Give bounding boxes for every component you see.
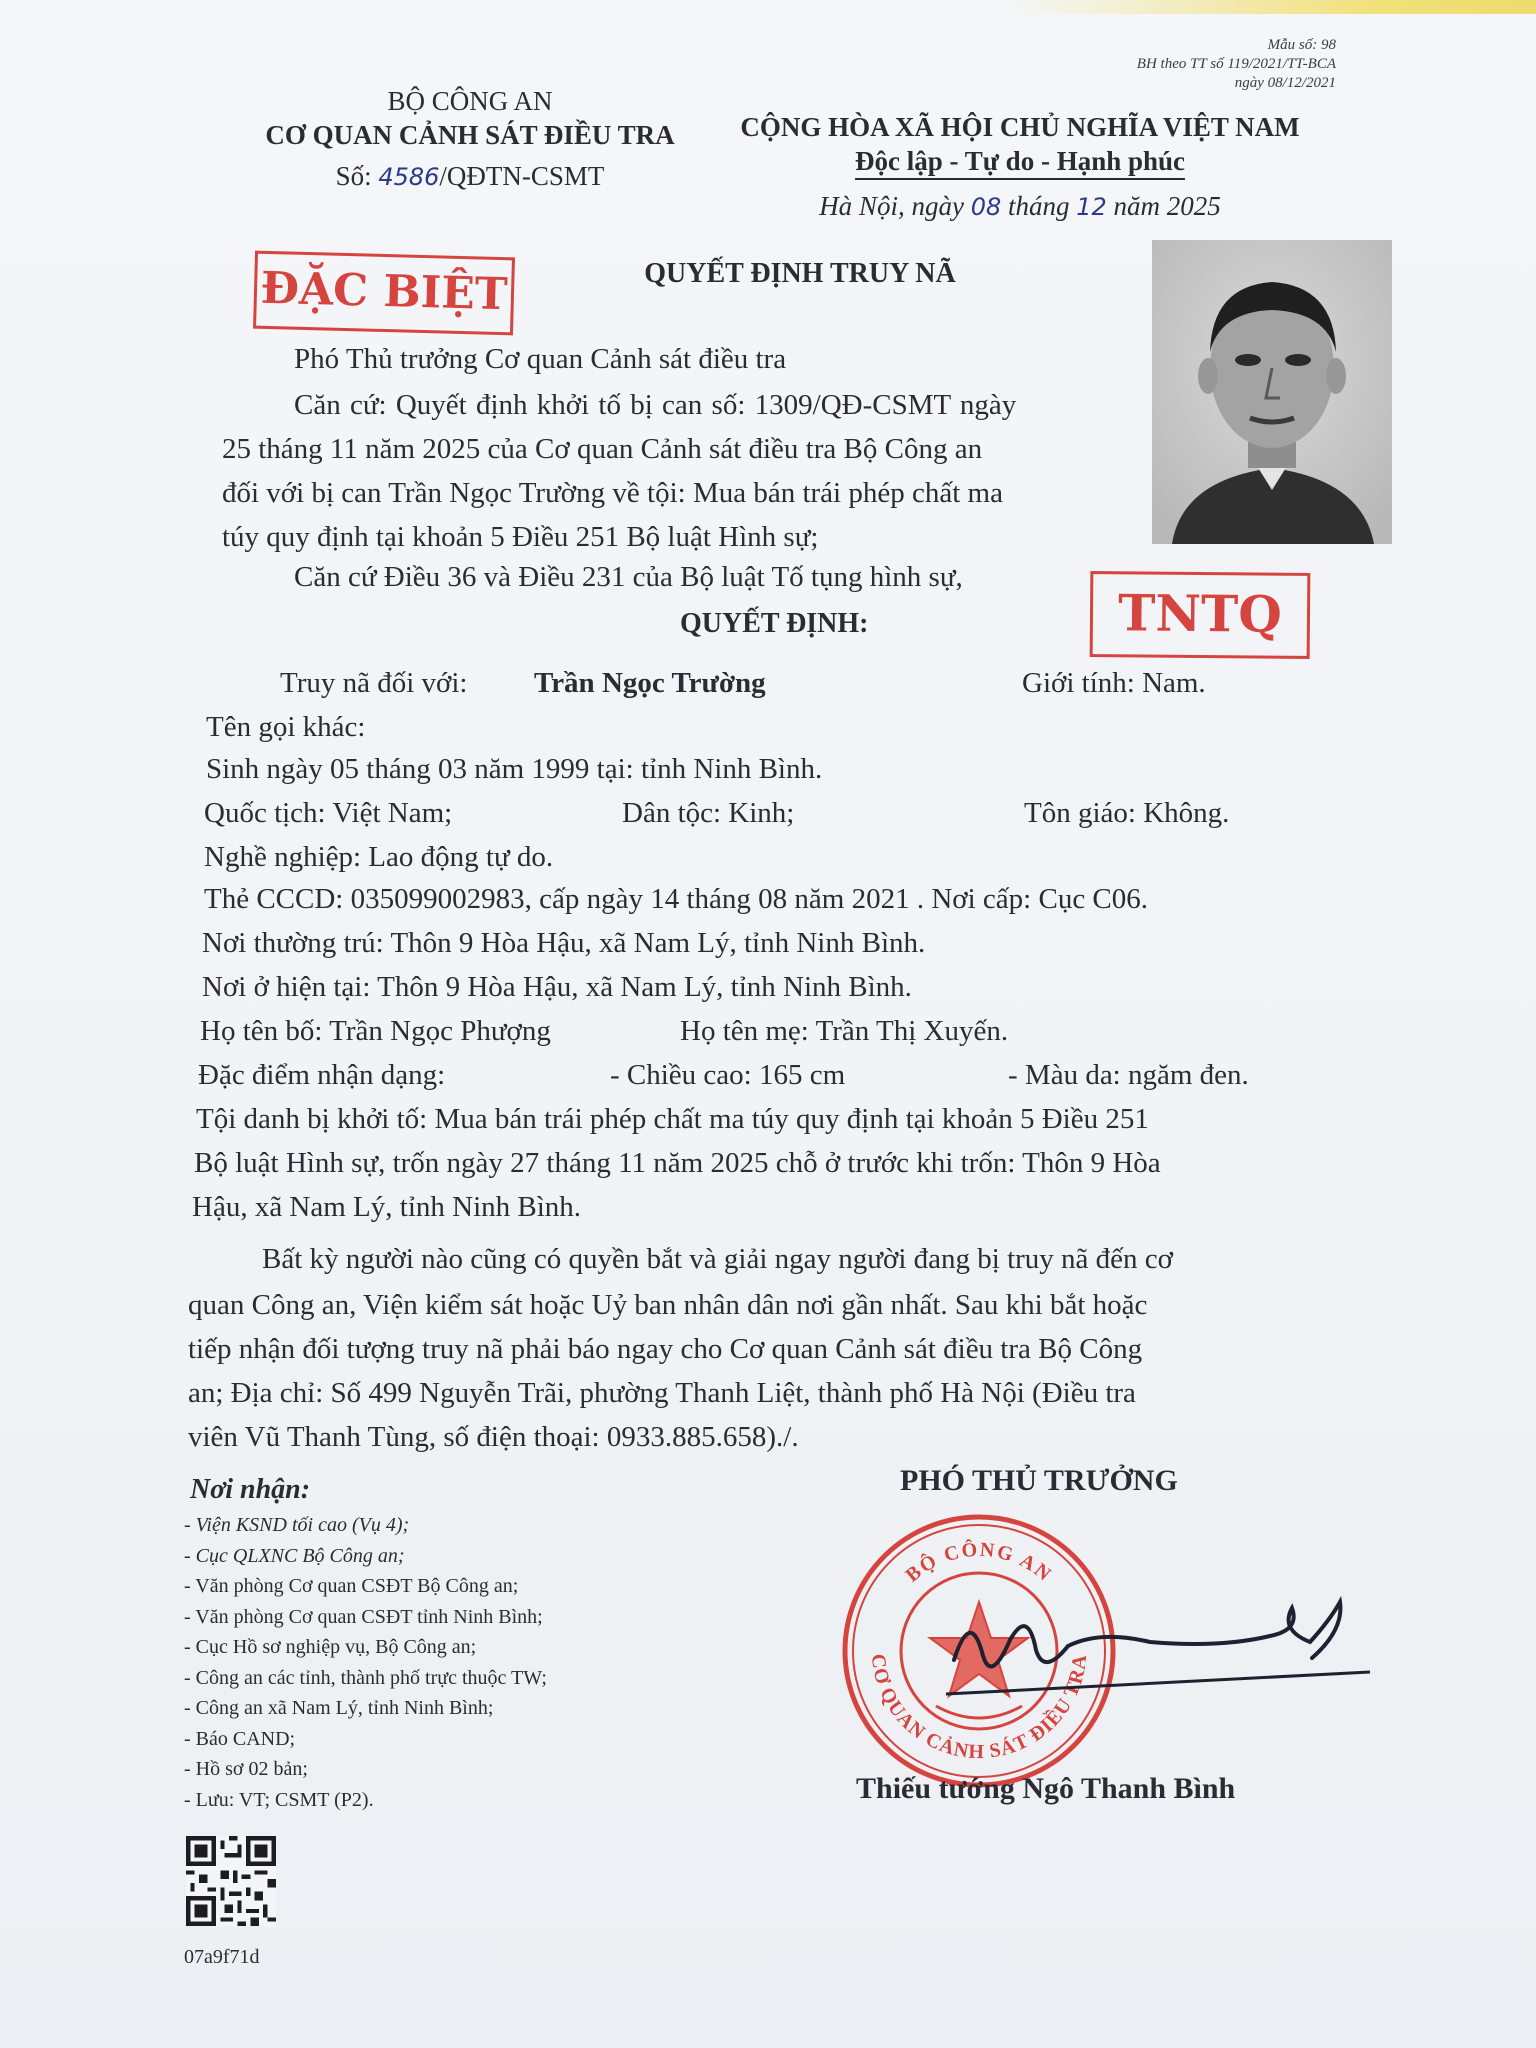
svg-text:BỘ CÔNG AN xyxy=(902,1537,1057,1587)
charge-line-3: Hậu, xã Nam Lý, tỉnh Ninh Bình. xyxy=(192,1191,582,1223)
recipient-item: - Hồ sơ 02 bản; xyxy=(184,1758,308,1780)
agency-name: CƠ QUAN CẢNH SÁT ĐIỀU TRA xyxy=(265,120,675,150)
form-regulation: BH theo TT số 119/2021/TT-BCA xyxy=(1136,56,1336,72)
instruction-line-3: tiếp nhận đối tượng truy nã phải báo ngay cho Cơ quan Cảnh sát điều tra Bộ Công xyxy=(188,1333,1143,1365)
issue-date xyxy=(720,186,1320,227)
recipient-item: - Văn phòng Cơ quan CSĐT Bộ Công an; xyxy=(184,1575,519,1597)
number-suffix: /QĐTN-CSMT xyxy=(439,161,605,191)
nation-name: CỘNG HÒA XÃ HỘI CHỦ NGHĨA VIỆT NAM xyxy=(740,112,1300,142)
recipient-item: - Lưu: VT; CSMT (P2). xyxy=(184,1788,374,1811)
height: - Chiều cao: 165 cm xyxy=(610,1059,846,1091)
nationality: Quốc tịch: Việt Nam; xyxy=(204,797,453,829)
basis-line-3: đối với bị can Trần Ngọc Trường về tội: Mua bán trái phép chất ma xyxy=(222,477,1003,509)
handwritten-signature xyxy=(940,1590,1400,1700)
date-day: 08 xyxy=(970,193,1002,221)
signer-name: Thiếu tướng Ngô Thanh Bình xyxy=(856,1772,1236,1805)
nation-header xyxy=(720,110,1320,227)
basis-line-5: Căn cứ Điều 36 và Điều 231 của Bộ luật Tố tụng hình sự, xyxy=(294,561,963,593)
charge-line-1: Tội danh bị khởi tố: Mua bán trái phép chất ma túy quy định tại khoản 5 Điều 251 xyxy=(196,1103,1149,1135)
seal-bottom-text: CƠ QUAN CẢNH SÁT ĐIỀU TRA xyxy=(866,1652,1092,1764)
basis-line-4: túy quy định tại khoản 5 Điều 251 Bộ luật Hình sự; xyxy=(222,521,819,553)
date-month-word: tháng xyxy=(1007,191,1070,221)
recipient-item: - Cục Hồ sơ nghiệp vụ, Bộ Công an; xyxy=(184,1636,477,1658)
birth-info: Sinh ngày 05 tháng 03 năm 1999 tại: tỉnh Ninh Bình. xyxy=(206,753,823,785)
charge-line-2: Bộ luật Hình sự, trốn ngày 27 tháng 11 năm 2025 chỗ ở trước khi trốn: Thôn 9 Hòa xyxy=(194,1147,1161,1179)
features-label: Đặc điểm nhận dạng: xyxy=(198,1059,446,1091)
form-date: ngày 08/12/2021 xyxy=(1234,75,1336,91)
qr-code-icon xyxy=(186,1836,276,1926)
date-prefix: Hà Nội, ngày xyxy=(819,191,964,221)
number-handwritten: 4586 xyxy=(378,163,440,191)
date-month: 12 xyxy=(1076,193,1107,221)
instruction-line-2: quan Công an, Viện kiểm sát hoặc Uỷ ban nhân dân nơi gần nhất. Sau khi bắt hoặc xyxy=(188,1289,1148,1321)
religion: Tôn giáo: Không. xyxy=(1024,797,1230,829)
signer-title: PHÓ THỦ TRƯỞNG xyxy=(900,1464,1178,1497)
recipient-item: - Báo CAND; xyxy=(184,1727,296,1750)
skin-color: - Màu da: ngăm đen. xyxy=(1008,1059,1249,1091)
date-year: năm 2025 xyxy=(1113,191,1221,221)
father-name: Họ tên bố: Trần Ngọc Phượng xyxy=(200,1015,551,1047)
current-address: Nơi ở hiện tại: Thôn 9 Hòa Hậu, xã Nam Lý, tỉnh Ninh Bình. xyxy=(202,971,912,1003)
instruction-line-4: an; Địa chỉ: Số 499 Nguyễn Trãi, phường Thanh Liệt, thành phố Hà Nội (Điều tra xyxy=(188,1377,1136,1409)
qr-code-text: 07a9f71d xyxy=(184,1946,260,1968)
occupation: Nghề nghiệp: Lao động tự do. xyxy=(204,841,554,873)
recipients-title: Nơi nhận: xyxy=(190,1474,311,1505)
recipient-item: - Công an các tỉnh, thành phố trực thuộc TW; xyxy=(184,1666,547,1689)
recipients-list xyxy=(184,1510,547,1815)
recipient-item: - Viện KSND tối cao (Vụ 4); xyxy=(184,1514,410,1536)
agency-header xyxy=(220,84,720,197)
wanted-name: Trần Ngọc Trường xyxy=(534,667,766,699)
recipient-item: - Công an xã Nam Lý, tỉnh Ninh Bình; xyxy=(184,1697,494,1719)
special-stamp: ĐẶC BIỆT xyxy=(253,251,515,336)
gender: Giới tính: Nam. xyxy=(1022,667,1206,699)
number-prefix: Số: xyxy=(335,161,372,191)
suspect-photo xyxy=(1152,240,1392,544)
instruction-line-5: viên Vũ Thanh Tùng, số điện thoại: 0933.885.658)./. xyxy=(188,1421,799,1453)
alias: Tên gọi khác: xyxy=(206,711,366,743)
form-number: Mẫu số: 98 xyxy=(1267,37,1336,53)
basis-line-2: 25 tháng 11 năm 2025 của Cơ quan Cảnh sát điều tra Bộ Công an xyxy=(222,433,983,465)
basis-line-1: Căn cứ: Quyết định khởi tố bị can số: 1309/QĐ-CSMT ngày xyxy=(294,389,1017,421)
document-title: QUYẾT ĐỊNH TRUY NÃ xyxy=(644,258,956,289)
seal-top-text: BỘ CÔNG AN xyxy=(901,1538,1057,1587)
ministry-name: BỘ CÔNG AN xyxy=(387,86,553,116)
id-card: Thẻ CCCD: 035099002983, cấp ngày 14 tháng 08 năm 2021 . Nơi cấp: Cục C06. xyxy=(204,883,1149,915)
decision-heading: QUYẾT ĐỊNH: xyxy=(680,608,869,639)
issuer-line: Phó Thủ trưởng Cơ quan Cảnh sát điều tra xyxy=(294,343,787,375)
permanent-address: Nơi thường trú: Thôn 9 Hòa Hậu, xã Nam Lý, tỉnh Ninh Bình. xyxy=(202,927,926,959)
ethnicity: Dân tộc: Kinh; xyxy=(622,797,795,829)
tntq-stamp: TNTQ xyxy=(1090,571,1311,659)
recipient-item: - Cục QLXNC Bộ Công an; xyxy=(184,1544,405,1567)
mother-name: Họ tên mẹ: Trần Thị Xuyến. xyxy=(680,1015,1009,1047)
form-reference xyxy=(1137,36,1336,93)
instruction-line-1: Bất kỳ người nào cũng có quyền bắt và giải ngay người đang bị truy nã đến cơ xyxy=(262,1243,1173,1275)
wanted-label: Truy nã đối với: xyxy=(280,667,468,699)
nation-motto: Độc lập - Tự do - Hạnh phúc xyxy=(855,144,1185,180)
recipient-item: - Văn phòng Cơ quan CSĐT tỉnh Ninh Bình; xyxy=(184,1605,543,1628)
page-corner-shade xyxy=(1010,0,1536,14)
document-number xyxy=(220,156,720,197)
